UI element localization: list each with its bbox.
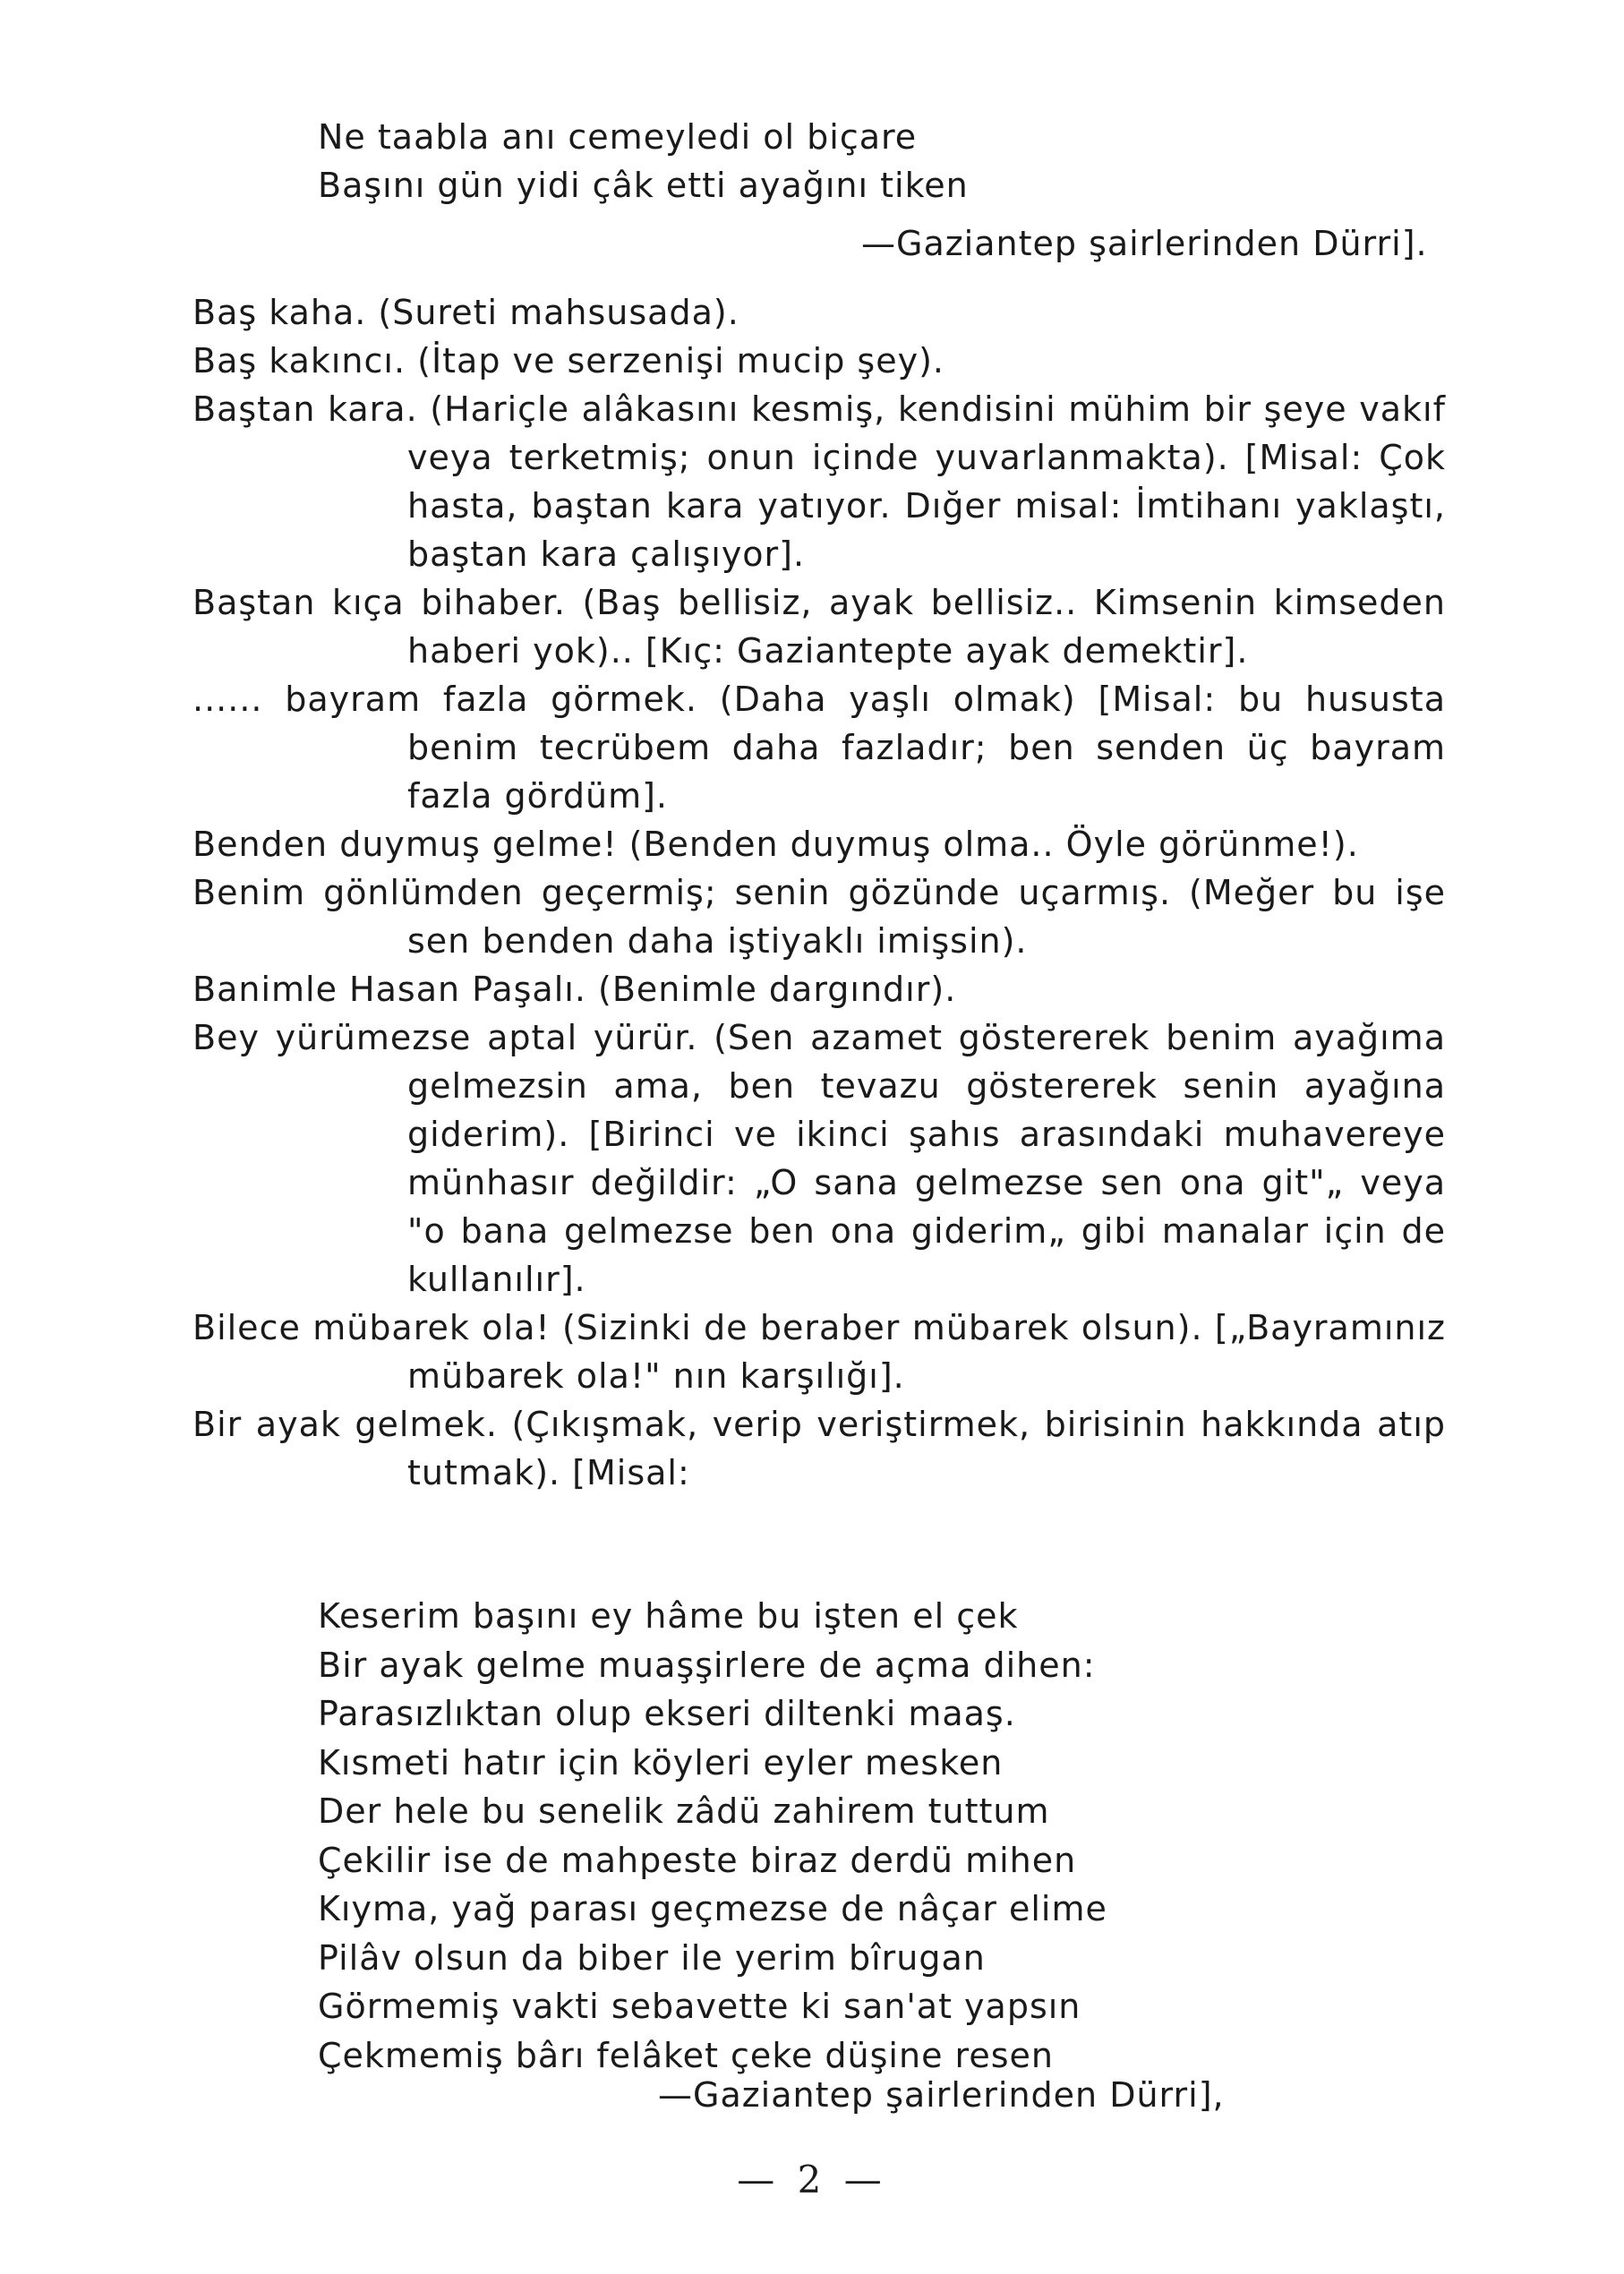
poem-line: Çekilir ise de mahpeste biraz derdü mihen (318, 1840, 1077, 1880)
poem (318, 1592, 1107, 2080)
top-verse-line-2: Başını gün yidi çâk etti ayağını tiken (318, 166, 969, 205)
poem-line: Çekmemiş bârı felâket çeke düşine resen (318, 2035, 1054, 2075)
top-verse-line-1: Ne taabla anı cemeyledi ol biçare (318, 117, 918, 157)
poem-line: Görmemiş vakti sebavette ki san'at yapsın (318, 1987, 1081, 2026)
poem-line: Kısmeti hatır için köyleri eyler mesken (318, 1742, 1004, 1782)
entry-bir-ayak-gelmek: Bir ayak gelmek. (Çıkışmak, verip veriştirmek, birisinin hakkında atıp tutmak). [Misal: (192, 1405, 1446, 1492)
poem-attribution: —Gaziantep şairlerinden Dürri], (658, 2075, 1225, 2115)
poem-line: Parasızlıktan olup ekseri diltenki maaş. (318, 1694, 1016, 1733)
entry-bilece-mubarek-ola: Bilece mübarek ola! (Sizinki de beraber mübarek olsun). [„Bayramınız mübarek ola!" nın karşılığı]. (192, 1308, 1446, 1396)
poem-line: Bir ayak gelme muaşşirlere de açma dihen: (318, 1645, 1096, 1685)
poem-line: Kıyma, yağ parası geçmezse de nâçar elime (318, 1889, 1107, 1928)
dictionary-entries (192, 288, 1446, 1497)
entry-bastan-kica-bihaber: Baştan kıça bihaber. (Baş bellisiz, ayak bellisiz.. Kimsenin kimseden haberi yok).. [Kıç: Gaziantepte ayak demektir]. (192, 583, 1446, 671)
entry-benden-duymus-gelme: Benden duymuş gelme! (Benden duymuş olma.. Öyle görünme!). (192, 825, 1359, 864)
poem-line: Der hele bu senelik zâdü zahirem tuttum (318, 1791, 1050, 1831)
poem-line: Pilâv olsun da biber ile yerim bîrugan (318, 1937, 986, 1978)
entry-bastan-kara: Baştan kara. (Hariçle alâkasını kesmiş, kendisini mühim bir şeye vakıf veya terketmiş; onun içinde yuvarlanmakta). [Misal: Çok hasta, baştan kara yatıyor. Dığer misal: İmtihanı yaklaştı, baştan kara çalışıyor]. (192, 389, 1446, 574)
entry-benim-gonlumden: Benim gönlümden geçermiş; senin gözünde uçarmış. (Meğer bu işe sen benden daha iştiyaklı imişsin). (192, 873, 1446, 961)
top-verse-attribution: —Gaziantep şairlerinden Dürri]. (861, 224, 1428, 263)
entry-bayram-fazla-gormek: ...... bayram fazla görmek. (Daha yaşlı olmak) [Misal: bu hususta benim tecrübem daha fazladır; ben senden üç bayram fazla gördüm]. (192, 680, 1446, 816)
entry-bas-kakinci: Baş kakıncı. (İtap ve serzenişi mucip şey). (192, 341, 944, 380)
poem-line: Keserim başını ey hâme bu işten el çek (318, 1596, 1019, 1636)
entry-bey-yurumezse: Bey yürümezse aptal yürür. (Sen azamet göstererek benim ayağıma gelmezsin ama, ben tevazu göstererek senin ayağına giderim). [Birinci ve ikinci şahıs arasındaki muhavereye münhasır değildir: „O sana gelmezse sen ona git"„ veya "o bana gelmezse ben ona giderim„ gibi manalar için de kullanılır]. (192, 1018, 1446, 1299)
page-number: — 2 — (737, 2158, 887, 2201)
entry-bas-kaha: Baş kaha. (Sureti mahsusada). (192, 293, 739, 332)
entry-banimle-hasan-pasali: Banimle Hasan Paşalı. (Benimle dargındır). (192, 970, 957, 1009)
